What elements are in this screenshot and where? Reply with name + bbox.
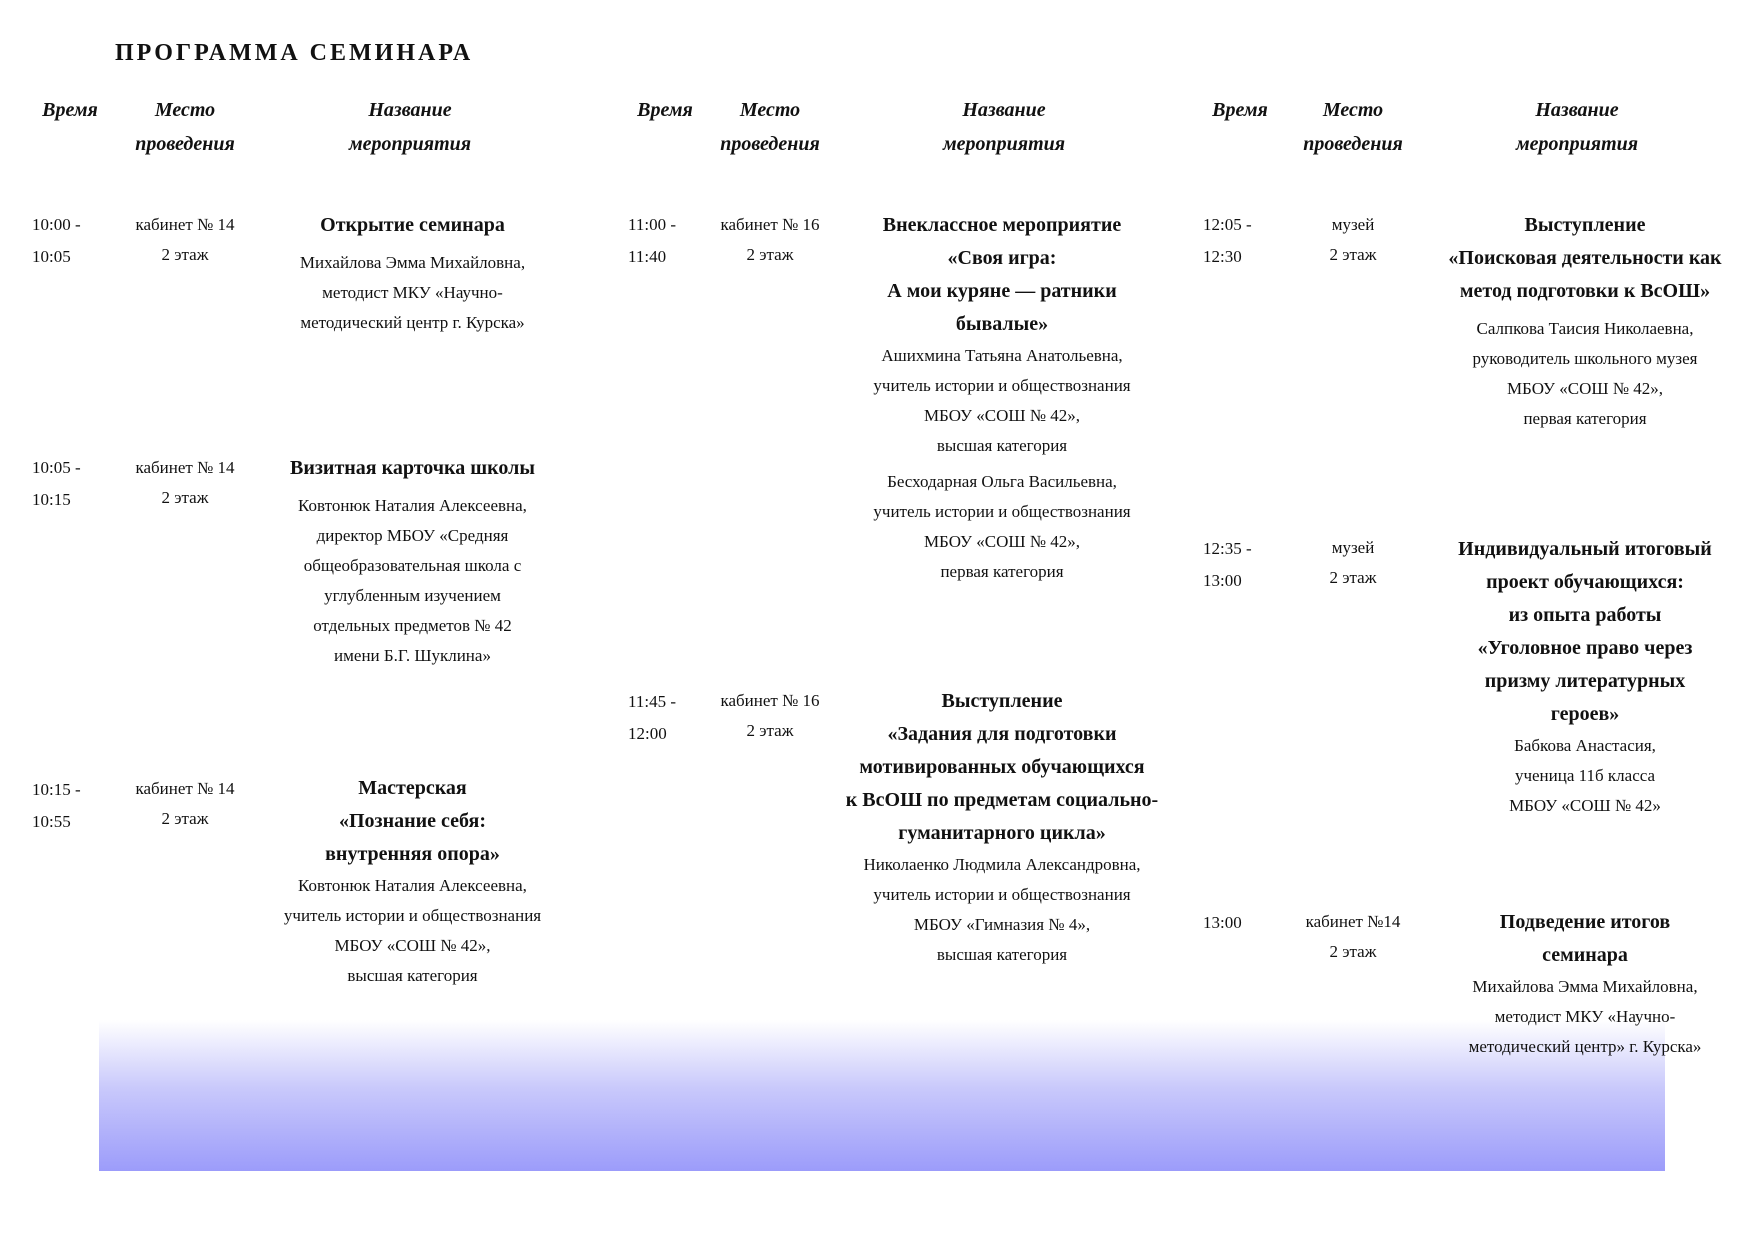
header-time: Время [1212,99,1268,121]
event-presenter: Бабкова Анастасия, ученица 11б класса МБОУ «СОШ № 42» [1509,736,1661,815]
event-presenter: Бесходарная Ольга Васильевна, учитель истории и обществознания МБОУ «СОШ № 42», первая категория [873,472,1131,581]
event-presenter: Ковтонюк Наталия Алексеевна, учитель истории и обществознания МБОУ «СОШ № 42», высшая категория [283,876,542,985]
event-time: 10:05 - 10:15 [32,458,81,509]
event-place: музей 2 этаж [1329,215,1377,264]
event-title: Внеклассное мероприятие «Своя игра: А мои куряне — ратники бывалые» [882,214,1122,335]
event-place: музей 2 этаж [1329,538,1377,587]
event-presenter: Михайлова Эмма Михайловна, методист МКУ «Научно- методический центр» г. Курска» [1468,977,1702,1056]
header-place: Место проведения [720,99,820,155]
event-block [830,685,1174,970]
event-title: Мастерская «Познание себя: внутренняя опора» [325,777,500,865]
event-presenter: Михайлова Эмма Михайловна, методист МКУ «Научно- методический центр г. Курска» [299,253,526,332]
event-presenter: Николаенко Людмила Александровна, учитель истории и обществознания МБОУ «Гимназия № 4», высшая категория [863,855,1141,964]
page-title: ПРОГРАММА СЕМИНАРА [115,40,474,66]
event-time: 10:15 - 10:55 [32,780,81,831]
event-title: Выступление «Поисковая деятельности как метод подготовки к ВсОШ» [1448,214,1722,302]
event-place: кабинет № 16 2 этаж [720,215,820,264]
event-title: Визитная карточка школы [290,457,535,479]
event-time: 13:00 [1203,913,1242,932]
event-time: 12:35 - 13:00 [1203,539,1252,590]
event-block [1418,533,1752,821]
event-title: Подведение итогов семинара [1499,911,1671,966]
event-presenter: Ковтонюк Наталия Алексеевна, директор МБОУ «Средняя общеобразовательная школа с углубленным изучением отдельных предметов № 42 имени Б.Г. Шуклина» [298,496,527,665]
event-time: 11:00 - 11:40 [628,215,677,266]
header-name: Название мероприятия [348,99,472,155]
event-block [1418,906,1752,1062]
event-time: 11:45 - 12:00 [628,692,677,743]
header-place: Место проведения [135,99,235,155]
event-time: 12:05 - 12:30 [1203,215,1252,266]
event-presenter: Салпкова Таисия Николаевна, руководитель школьного музея МБОУ «СОШ № 42», первая категория [1472,319,1698,428]
event-title: Выступление «Задания для подготовки мотивированных обучающихся к ВсОШ по предметам социально- гуманитарного цикла» [845,690,1159,844]
event-place: кабинет № 14 2 этаж [135,779,235,828]
event-time: 10:00 - 10:05 [32,215,81,266]
header-place: Место проведения [1303,99,1403,155]
event-place: кабинет № 14 2 этаж [135,458,235,507]
event-place: кабинет № 14 2 этаж [135,215,235,264]
event-block [255,452,570,671]
event-block [840,209,1164,587]
header-time: Время [42,99,98,121]
event-block [255,209,570,338]
event-place: кабинет № 16 2 этаж [720,691,820,740]
event-presenter: Ашихмина Татьяна Анатольевна, учитель истории и обществознания МБОУ «СОШ № 42», высшая категория [873,346,1131,455]
header-name: Название мероприятия [942,99,1066,155]
event-title: Индивидуальный итоговый проект обучающихся: из опыта работы «Уголовное право через призму литературных героев» [1458,538,1712,725]
header-name: Название мероприятия [1515,99,1639,155]
event-block [255,772,570,991]
event-place: кабинет №14 2 этаж [1305,912,1401,961]
event-title: Открытие семинара [320,214,505,236]
event-block [1418,209,1752,434]
header-time: Время [637,99,693,121]
